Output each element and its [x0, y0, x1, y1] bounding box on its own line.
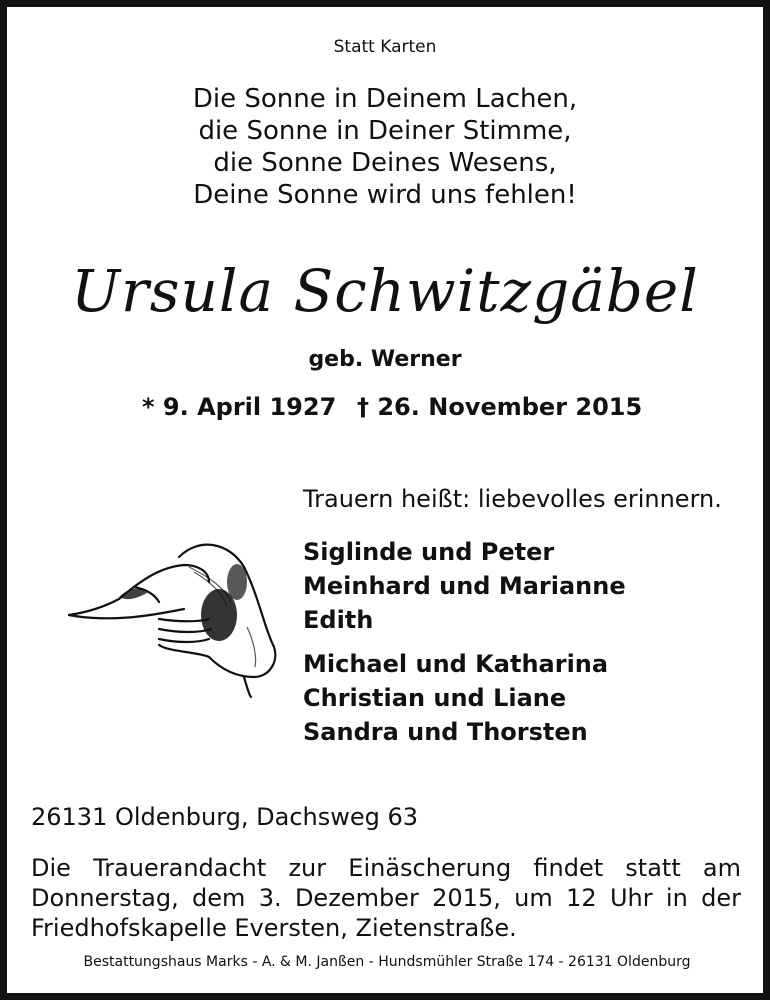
mourner-name: Meinhard und Marianne: [303, 572, 626, 600]
death-date: † 26. November 2015: [357, 393, 643, 421]
mourner-name: Sandra und Thorsten: [303, 718, 588, 746]
poem: [7, 83, 763, 211]
mourner-group-2: [303, 647, 608, 749]
statt-karten-label: Statt Karten: [333, 37, 437, 57]
family-address: 26131 Oldenburg, Dachsweg 63: [31, 803, 419, 831]
mourning-motto: Trauern heißt: liebevolles erinnern.: [303, 485, 722, 513]
deceased-name: Ursula Schwitzgäbel: [71, 257, 699, 325]
mourner-name: Siglinde und Peter: [303, 538, 555, 566]
birth-date: * 9. April 1927: [142, 393, 337, 421]
maiden-name: geb. Werner: [308, 347, 462, 372]
poem-line: die Sonne Deines Wesens,: [213, 148, 557, 178]
funeral-home-footer: Bestattungshaus Marks - A. & M. Janßen - Hundsmühler Straße 174 - 26131 Oldenburg: [83, 954, 691, 970]
funeral-notice: Die Trauerandacht zur Einäscherung findet statt am Donnerstag, dem 3. Dezember 2015, um 12 Uhr in der Friedhofskapelle Eversten, Zietenstraße.: [31, 854, 741, 942]
mourner-name: Edith: [303, 606, 374, 634]
mourner-name: Michael und Katharina: [303, 650, 609, 678]
poem-line: Die Sonne in Deinem Lachen,: [192, 84, 578, 114]
holding-hands-icon: [59, 527, 289, 707]
mourner-group-1: [303, 535, 626, 637]
poem-line: die Sonne in Deiner Stimme,: [198, 116, 572, 146]
poem-line: Deine Sonne wird uns fehlen!: [193, 180, 577, 210]
mourner-name: Christian und Liane: [303, 684, 567, 712]
